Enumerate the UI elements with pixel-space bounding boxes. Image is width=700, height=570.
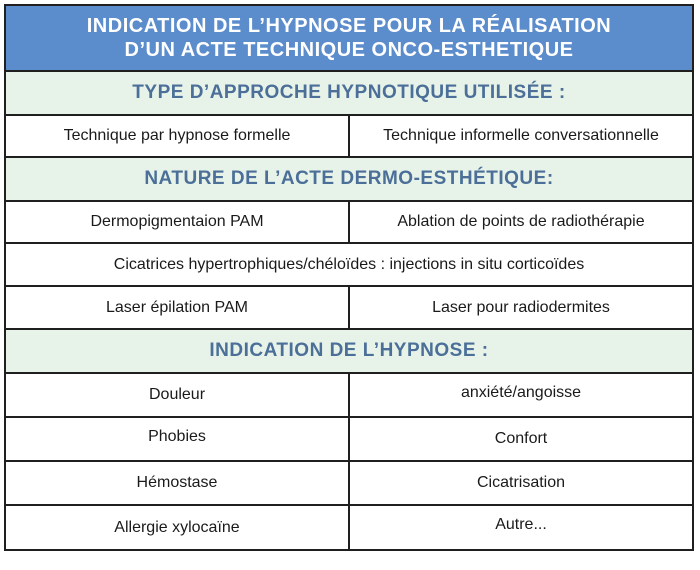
indication-table bbox=[4, 4, 694, 551]
option-xylocaine-allergy: Allergie xylocaïne bbox=[114, 518, 240, 536]
table-row bbox=[6, 202, 692, 244]
section-heading-indication: INDICATION DE L’HYPNOSE : bbox=[6, 330, 692, 374]
table-row bbox=[6, 287, 692, 330]
option-hemostasis: Hémostase bbox=[136, 474, 218, 491]
option-pain: Douleur bbox=[148, 386, 206, 403]
option-healing: Cicatrisation bbox=[348, 462, 692, 504]
option-other: Autre... bbox=[348, 506, 692, 549]
option-conversational-hypnosis: Technique informelle conversationnelle bbox=[348, 116, 692, 156]
option-anxiety: anxiété/angoisse bbox=[348, 374, 692, 416]
table-title bbox=[6, 6, 692, 72]
table-row bbox=[6, 506, 692, 549]
table-row bbox=[6, 418, 692, 462]
option-scar-injections: Cicatrices hypertrophiques/chéloïdes : injections in situ corticoïdes bbox=[113, 255, 585, 273]
option-formal-hypnosis: Technique par hypnose formelle bbox=[63, 127, 291, 144]
option-comfort: Confort bbox=[348, 418, 692, 460]
table-row bbox=[6, 116, 692, 158]
table-row bbox=[6, 244, 692, 287]
option-laser-radiodermatitis: Laser pour radiodermites bbox=[348, 287, 692, 328]
table-title-line-2: D’UN ACTE TECHNIQUE ONCO-ESTHETIQUE bbox=[124, 39, 574, 61]
option-phobias: Phobies bbox=[148, 428, 206, 445]
section-heading-approach: TYPE D’APPROCHE HYPNOTIQUE UTILISÉE : bbox=[6, 72, 692, 116]
table-title-line-1: INDICATION DE L’HYPNOSE POUR LA RÉALISATION bbox=[86, 15, 612, 37]
option-laser-hair-removal: Laser épilation PAM bbox=[106, 298, 248, 316]
table-row bbox=[6, 374, 692, 418]
table-row bbox=[6, 462, 692, 506]
section-heading-act: NATURE DE L’ACTE DERMO-ESTHÉTIQUE: bbox=[6, 158, 692, 202]
option-dermopigmentation: Dermopigmentaion PAM bbox=[90, 213, 264, 230]
option-radiotherapy-points: Ablation de points de radiothérapie bbox=[348, 202, 692, 242]
